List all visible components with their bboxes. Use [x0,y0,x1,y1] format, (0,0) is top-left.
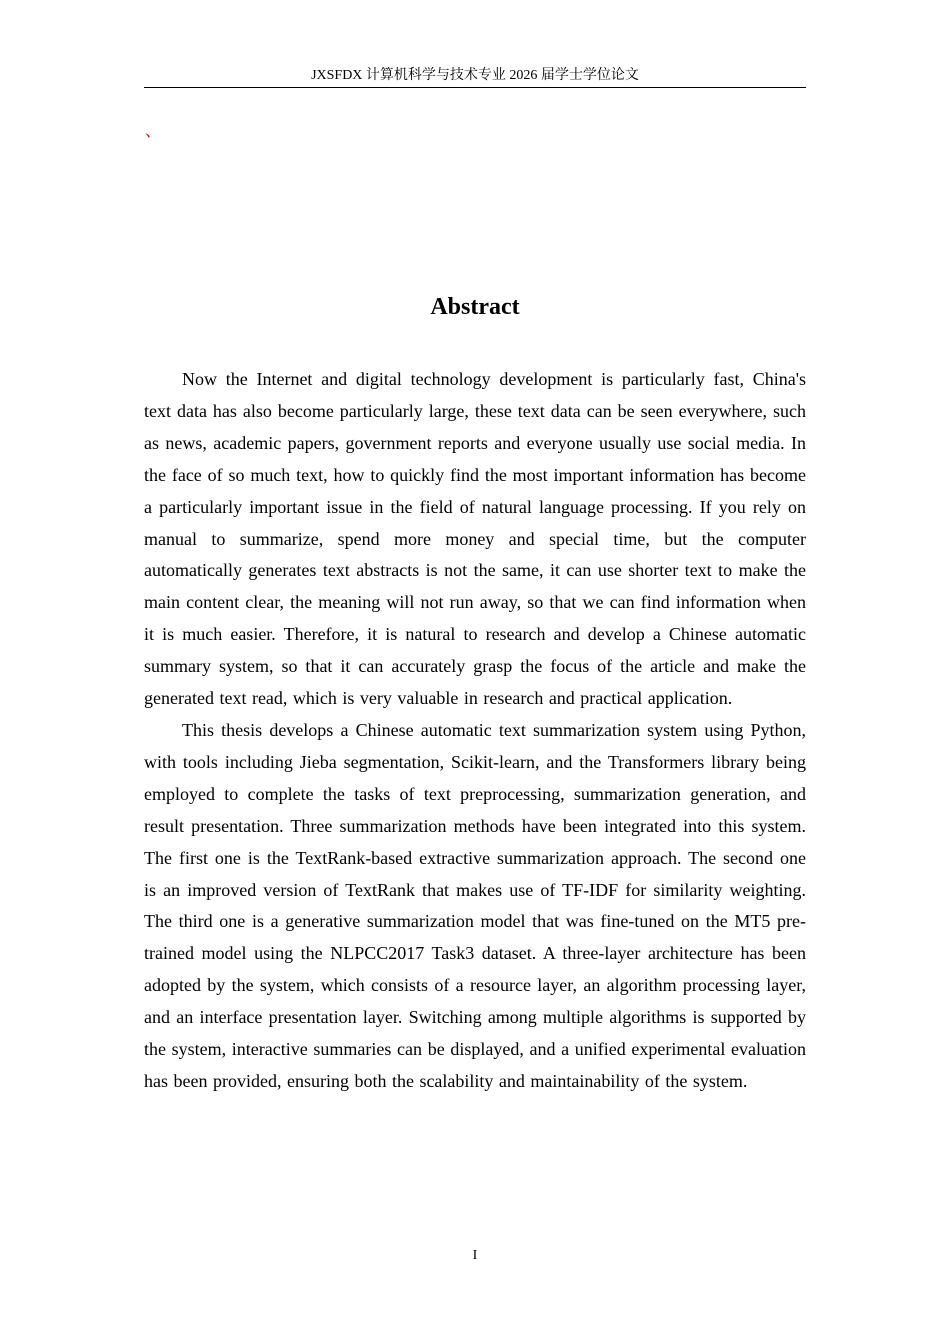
abstract-paragraph-1: Now the Internet and digital technology development is particularly fast, China's text data has also become particularly large, these text data can be seen everywhere, such as news, academic papers, government reports and everyone usually use social media. In the face of so much text, how to quickly find the most important information has become a particularly important issue in the field of natural language processing. If you rely on manual to summarize, spend more money and special time, but the computer automatically generates text abstracts is not the same, it can use shorter text to make the main content clear, the meaning will not run away, so that we can find information when it is much easier. Therefore, it is natural to research and develop a Chinese automatic summary system, so that it can accurately grasp the focus of the article and make the generated text read, which is very valuable in research and practical application. [144,369,806,709]
abstract-body [144,364,806,1098]
abstract-title: Abstract [430,294,520,320]
abstract-paragraph-2: This thesis develops a Chinese automatic text summarization system using Python, with tools including Jieba segmentation, Scikit-learn, and the Transformers library being employed to complete the tasks of text preprocessing, summarization generation, and result presentation. Three summarization methods have been integrated into this system. The first one is the TextRank-based extractive summarization approach. The second one is an improved version of TextRank that makes use of TF-IDF for similarity weighting. The third one is a generative summarization model that was fine-tuned on the MT5 pre-trained model using the NLPCC2017 Task3 dataset. A three-layer architecture has been adopted by the system, which consists of a resource layer, an algorithm processing layer, and an interface presentation layer. Switching among multiple algorithms is supported by the system, interactive summaries can be displayed, and a unified experimental evaluation has been provided, ensuring both the scalability and maintainability of the system. [144,719,806,1091]
page-header [144,67,806,88]
page-number: I [472,1248,478,1263]
red-mark: 、 [145,123,162,140]
header-title: JXSFDX 计算机科学与技术专业 2026 届学士学位论文 [311,68,639,83]
